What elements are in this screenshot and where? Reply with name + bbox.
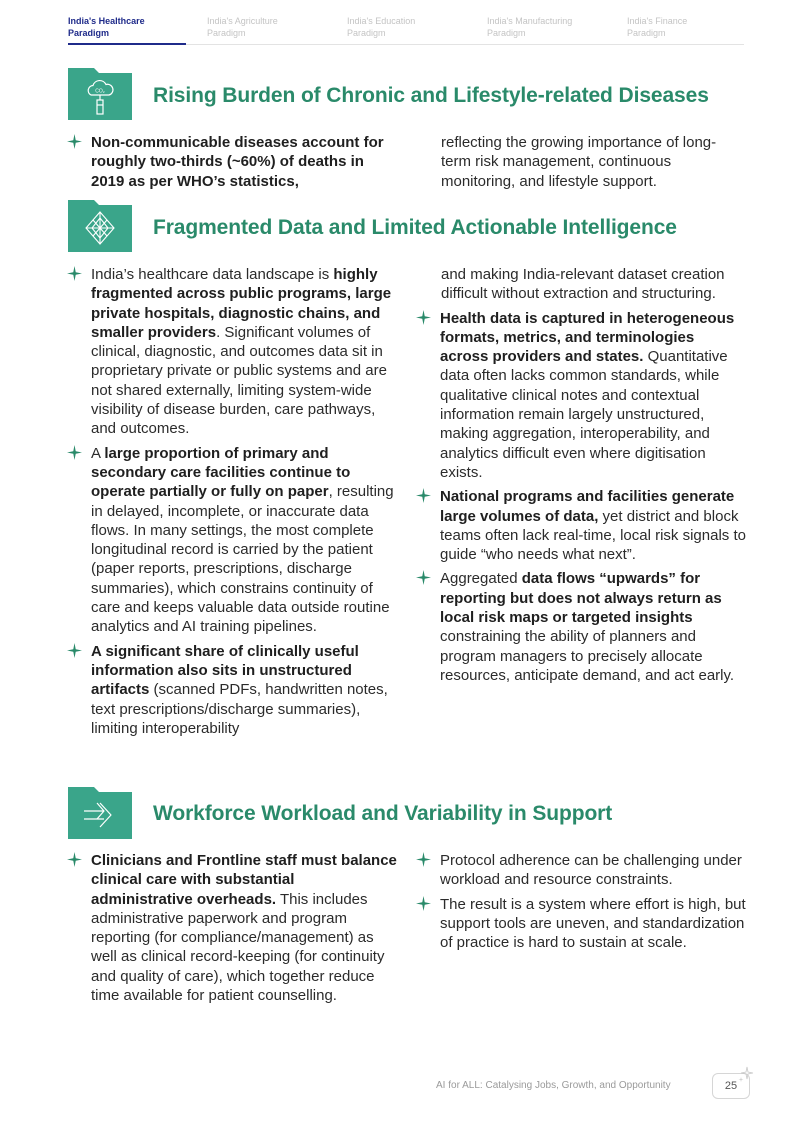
data-network-icon [68, 200, 132, 252]
sparkle-bullet-icon [67, 643, 82, 658]
body-text: India’s healthcare data landscape is [91, 266, 334, 283]
bold-text: data flows “upwards” for reporting but does not always return as local risk maps or targeted insights [440, 570, 722, 627]
footer-title: AI for ALL: Catalysing Jobs, Growth, and Opportunity [436, 1080, 671, 1091]
tab-finance[interactable] [627, 16, 745, 44]
list-item [67, 133, 397, 191]
tab-label-line2: Paradigm [347, 27, 386, 38]
bold-text: National programs and facilities generate large volumes of data, [440, 488, 735, 525]
sparkle-bullet-icon [416, 570, 431, 585]
body-text: . Significant volumes of clinical, diagnostic, and outcomes data sit in proprietary private or public systems and are not shared externally, limiting system-wide visibility of disease burden, care pathways, and outcomes. [91, 323, 387, 438]
body-text: Protocol adherence can be challenging under workload and resource constraints. [440, 852, 742, 889]
list-item [67, 851, 397, 1005]
sparkle-bullet-icon [416, 896, 431, 911]
sparkle-bullet-icon [416, 310, 431, 325]
tab-label-line2: Paradigm [68, 27, 110, 38]
section3-left-column [67, 851, 397, 1010]
tab-education[interactable] [347, 16, 465, 44]
page-number: 25 [712, 1073, 750, 1099]
body-text: Quantitative data often lacks common standards, while qualitative clinical notes and contextual information remain largely unstructured, making aggregation, interoperability, and analytics difficult even where digitisation exists. [440, 348, 728, 481]
body-text: (scanned PDFs, handwritten notes, text prescriptions/discharge summaries), limiting interoperability [91, 681, 388, 737]
report-nav-tabs [68, 16, 744, 45]
bold-text: Clinicians and Frontline staff must balance clinical care with substantial administrative overheads. [91, 852, 397, 908]
list-item [67, 444, 397, 637]
body-text: constraining the ability of planners and program managers to precisely allocate resources, anticipate demand, and act early. [440, 628, 735, 684]
sparkle-bullet-icon [416, 488, 431, 503]
section1-left-column [67, 133, 397, 196]
tab-label-line1: India's Healthcare [68, 16, 145, 26]
tab-agriculture[interactable] [207, 16, 325, 44]
list-item [416, 851, 746, 890]
body-text: This includes administrative paperwork and program reporting (for compliance/management) as well as clinical record-keeping (for continuity and quality of care), which together reduce time available for patient counselling. [91, 890, 385, 1005]
sparkle-bullet-icon [67, 134, 82, 149]
tab-label-line1: India's Education [347, 16, 416, 26]
tab-label-line1: India's Manufacturing [487, 16, 573, 26]
body-text: Aggregated [440, 570, 522, 588]
co2-label: CO₂ [95, 88, 105, 95]
section-title-workforce: Workforce Workload and Variability in Support [153, 802, 613, 825]
list-item [416, 895, 746, 953]
co2-cloud-icon [68, 68, 132, 120]
list-item [416, 569, 746, 685]
tab-healthcare[interactable] [68, 16, 186, 45]
tab-label-line2: Paradigm [207, 27, 246, 38]
tab-manufacturing[interactable] [487, 16, 605, 44]
tab-label-line1: India's Finance [627, 16, 688, 26]
section3-right-column [416, 851, 746, 957]
list-item [416, 487, 746, 564]
tab-label-line2: Paradigm [627, 27, 666, 38]
bold-text: Health data is captured in heterogeneous formats, metrics, and terminologies across providers and states. [440, 309, 735, 366]
section2-left-column [67, 265, 397, 743]
body-text: The result is a system where effort is high, but support tools are uneven, and standardization of practice is hard to sustain at scale. [440, 895, 746, 952]
bold-text: large proportion of primary and secondary care facilities continue to operate partially or fully on paper [91, 444, 351, 501]
sparkle-bullet-icon [67, 445, 82, 460]
body-text: yet district and block teams often lack real-time, local risk signals to guide “who needs what next”. [440, 507, 746, 564]
sparkle-decoration-icon [738, 1066, 754, 1082]
continued-paragraph: and making India-relevant dataset creation difficult without extraction and structuring. [441, 266, 725, 303]
bold-text: A significant share of clinically useful information also sits in unstructured artifacts [91, 642, 359, 699]
section-title-chronic-diseases: Rising Burden of Chronic and Lifestyle-related Diseases [153, 84, 709, 107]
sparkle-bullet-icon [416, 852, 431, 867]
section2-right-column [416, 265, 746, 690]
continued-paragraph: reflecting the growing importance of long-term risk management, continuous monitoring, and lifestyle support. [441, 134, 717, 190]
list-item [416, 309, 746, 483]
body-text: A [91, 444, 105, 462]
body-text: , resulting in delayed, incomplete, or inaccurate data flows. In many settings, the most complete longitudinal record is carried by the patient (paper reports, prescriptions, discharge summaries), which constrains continuity of care and keeps valuable data outside routine analytics and AI training pipelines. [91, 483, 394, 636]
list-item [67, 265, 397, 439]
tab-label-line1: India's Agriculture [207, 16, 278, 26]
sparkle-bullet-icon [67, 852, 82, 867]
sparkle-bullet-icon [67, 266, 82, 281]
section1-right-column [416, 133, 746, 191]
list-item [67, 642, 397, 738]
bold-text: highly fragmented across public programs, large private hospitals, diagnostic chains, and smaller providers [91, 266, 392, 341]
arrow-right-icon [68, 787, 132, 839]
bold-text: Non-communicable diseases account for roughly two-thirds (~60%) of deaths in 2019 as per WHO’s statistics, [91, 134, 384, 190]
section-title-fragmented-data: Fragmented Data and Limited Actionable Intelligence [153, 216, 677, 239]
tab-label-line2: Paradigm [487, 27, 526, 38]
